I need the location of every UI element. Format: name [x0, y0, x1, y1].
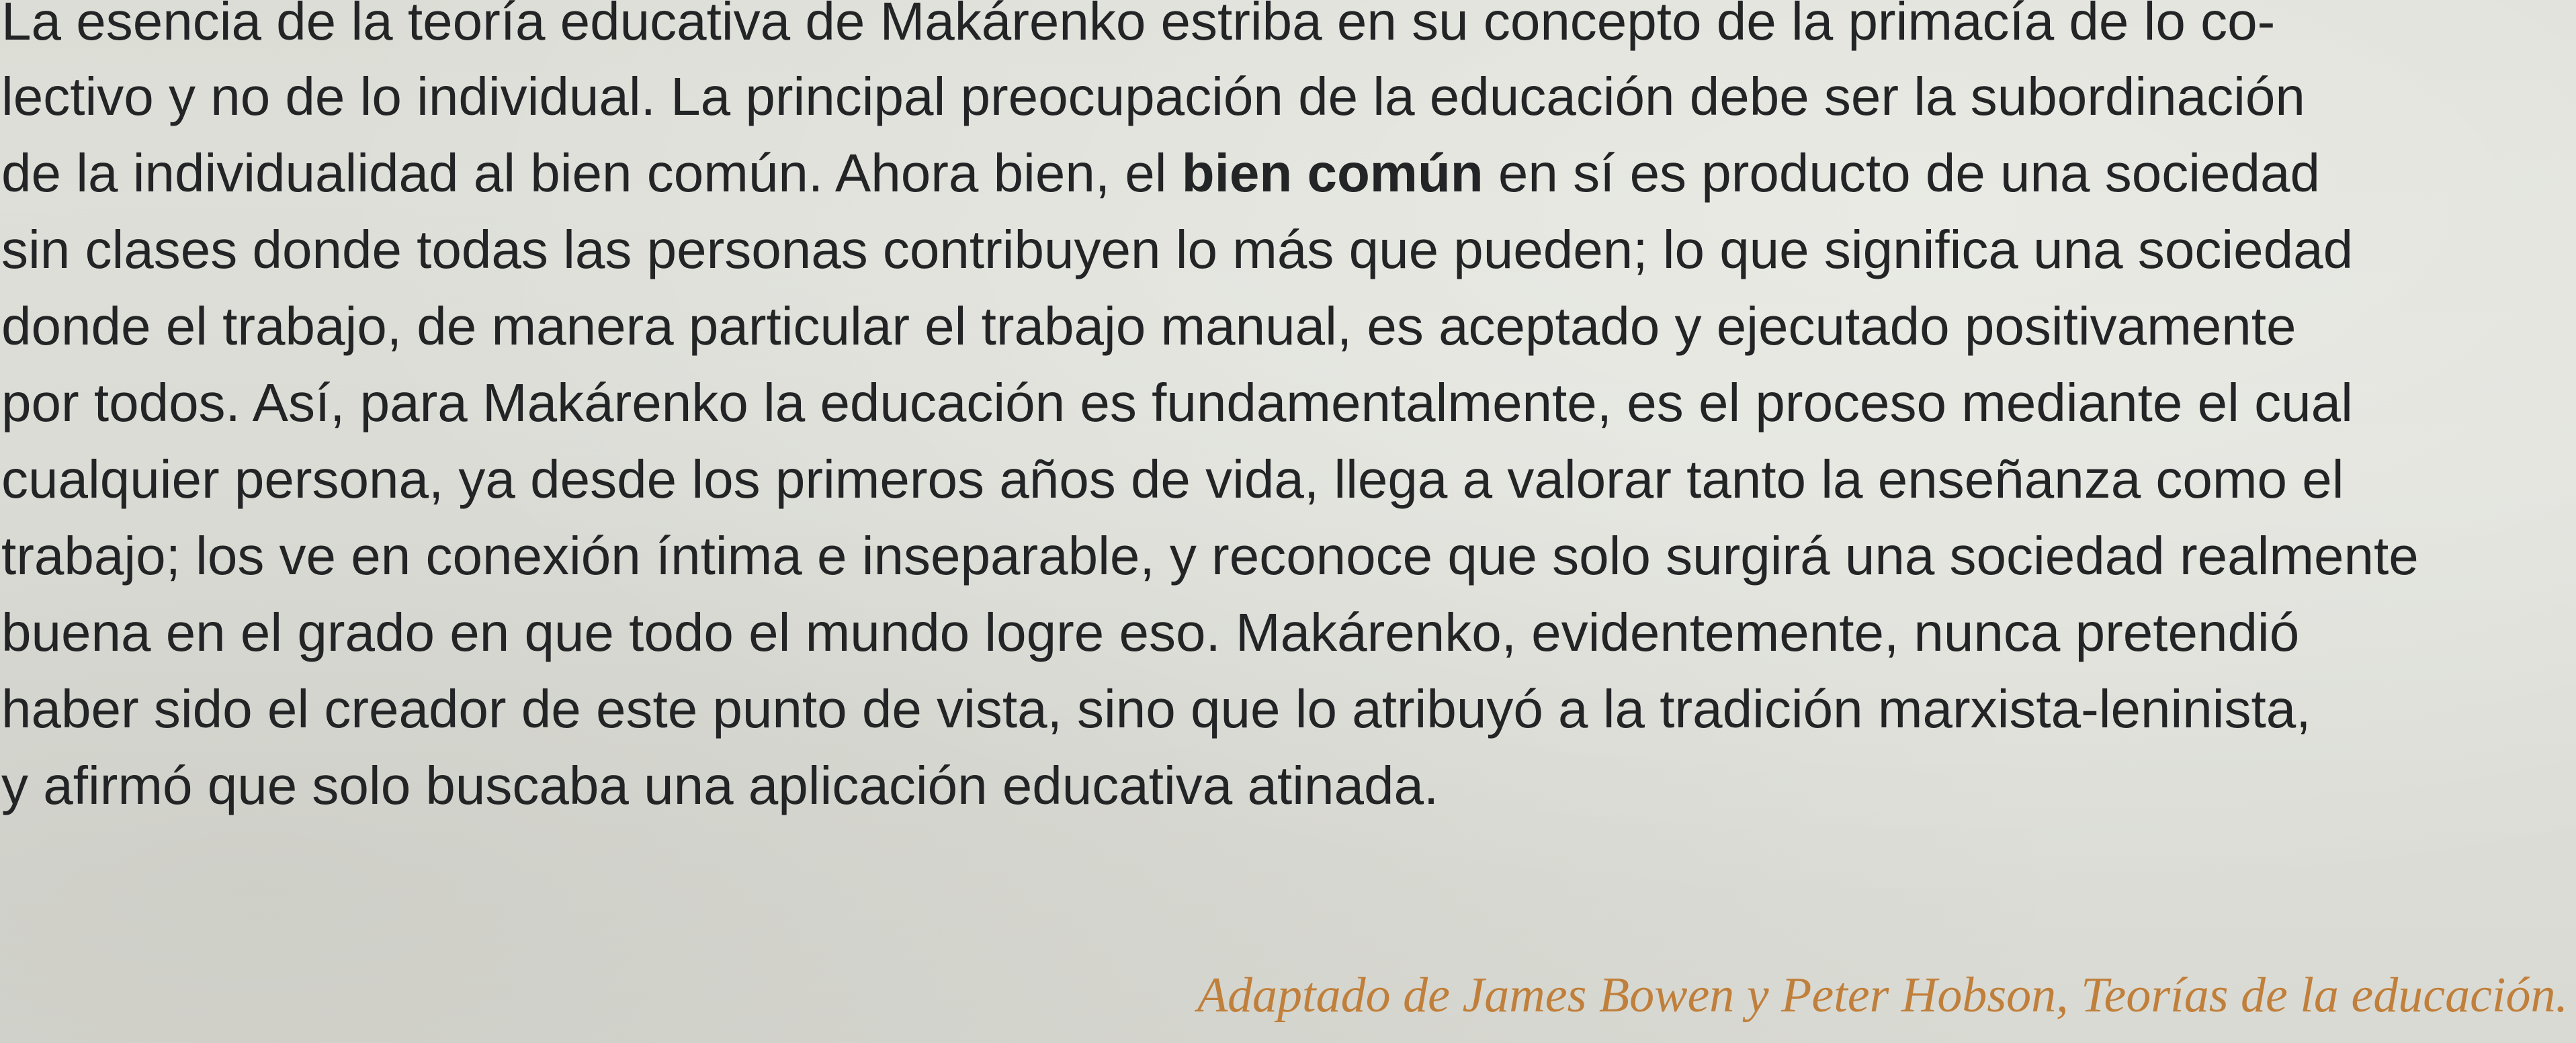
paragraph-line-3-start: de la individualidad al bien común. Ahora bien, el [1, 143, 1182, 203]
paragraph-line-11: y afirmó que solo buscaba una aplicación educativa atinada. [1, 756, 1439, 815]
paragraph-line-3-end: en sí es producto de una sociedad [1483, 143, 2320, 203]
paragraph-line-10: haber sido el creador de este punto de vista, sino que lo atribuyó a la tradición marxista-leninista, [1, 679, 2311, 739]
paragraph-line-8: trabajo; los ve en conexión íntima e inseparable, y reconoce que solo surgirá una sociedad realmente [1, 526, 2419, 586]
paragraph-line-6: por todos. Así, para Makárenko la educación es fundamentalmente, es el proceso mediante el cual [1, 373, 2353, 433]
paragraph-line-7: cualquier persona, ya desde los primeros años de vida, llega a valorar tanto la enseñanza como el [1, 449, 2344, 509]
paragraph-line-3 [1, 140, 2320, 207]
paragraph-line-9: buena en el grado en que todo el mundo logre eso. Makárenko, evidentemente, nunca pretendió [1, 602, 2300, 662]
bold-term-bien-comun: bien común [1181, 143, 1484, 203]
paragraph-line-1: La esencia de la teoría educativa de Makárenko estriba en su concepto de la primacía de lo co- [1, 0, 2276, 51]
source-citation: Adaptado de James Bowen y Peter Hobson, Teorías de la educación. [1197, 968, 2568, 1023]
paragraph-line-2: lectivo y no de lo individual. La principal preocupación de la educación debe ser la subordinación [1, 66, 2305, 126]
paragraph-line-5: donde el trabajo, de manera particular el trabajo manual, es aceptado y ejecutado positivamente [1, 296, 2296, 356]
paragraph-line-4: sin clases donde todas las personas contribuyen lo más que pueden; lo que significa una sociedad [1, 220, 2354, 279]
